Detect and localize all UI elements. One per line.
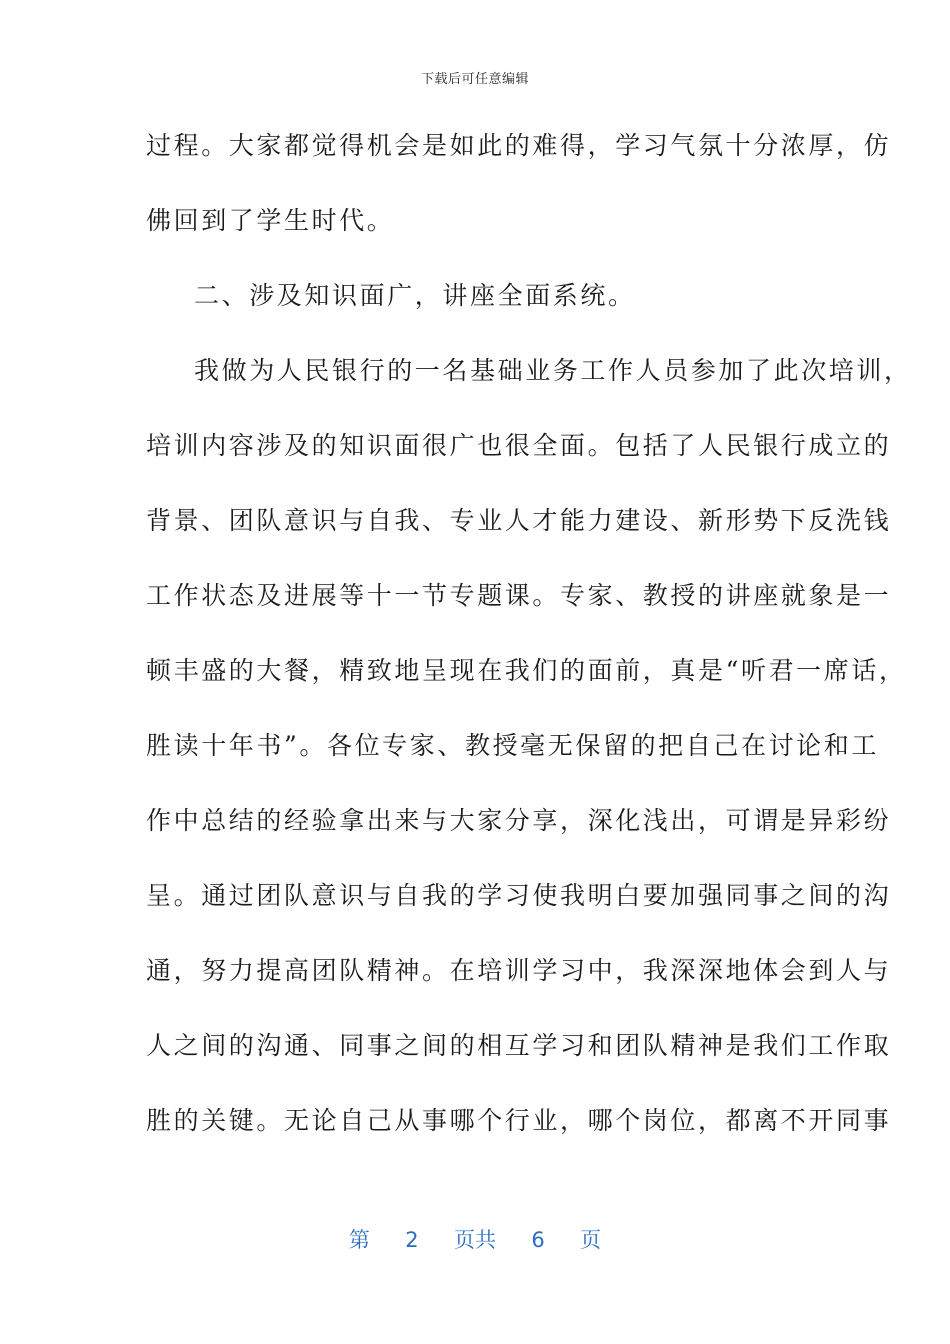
text-line: 顿丰盛的大餐，精致地呈现在我们的面前，真是“听君一席话， xyxy=(146,656,907,685)
header-note: 下载后可任意编辑 xyxy=(420,72,529,87)
page-suffix: 页 xyxy=(580,1228,602,1252)
page-total: 6 xyxy=(531,1228,545,1252)
text-line: 培训内容涉及的知识面很广也很全面。包括了人民银行成立的 xyxy=(146,431,892,460)
text-line: 佛回到了学生时代。 xyxy=(146,206,395,235)
text-line: 工作状态及进展等十一节专题课。专家、教授的讲座就象是一 xyxy=(146,581,892,610)
text-line: 背景、团队意识与自我、专业人才能力建设、新形势下反洗钱 xyxy=(146,506,892,535)
paragraph-first-line: 我做为人民银行的一名基础业务工作人员参加了此次培训， xyxy=(194,356,912,385)
page-middle: 页共 xyxy=(454,1228,496,1252)
text-line: 过程。大家都觉得机会是如此的难得，学习气氛十分浓厚，仿 xyxy=(146,131,892,160)
text-line: 胜的关键。无论自己从事哪个行业，哪个岗位，都离不开同事 xyxy=(146,1106,892,1135)
document-body xyxy=(146,108,912,1158)
text-line: 作中总结的经验拿出来与大家分享，深化浅出，可谓是异彩纷 xyxy=(146,806,892,835)
page-number-footer xyxy=(0,1224,950,1254)
page-prefix: 第 xyxy=(348,1228,370,1252)
text-line: 呈。通过团队意识与自我的学习使我明白要加强同事之间的沟 xyxy=(146,881,892,910)
text-line: 通，努力提高团队精神。在培训学习中，我深深地体会到人与 xyxy=(146,956,892,985)
text-line: 人之间的沟通、同事之间的相互学习和团队精神是我们工作取 xyxy=(146,1031,892,1060)
section-heading: 二、涉及知识面广，讲座全面系统。 xyxy=(194,281,636,310)
page-current: 2 xyxy=(405,1228,419,1252)
text-line: 胜读十年书”。各位专家、教授毫无保留的把自己在讨论和工 xyxy=(146,731,879,760)
